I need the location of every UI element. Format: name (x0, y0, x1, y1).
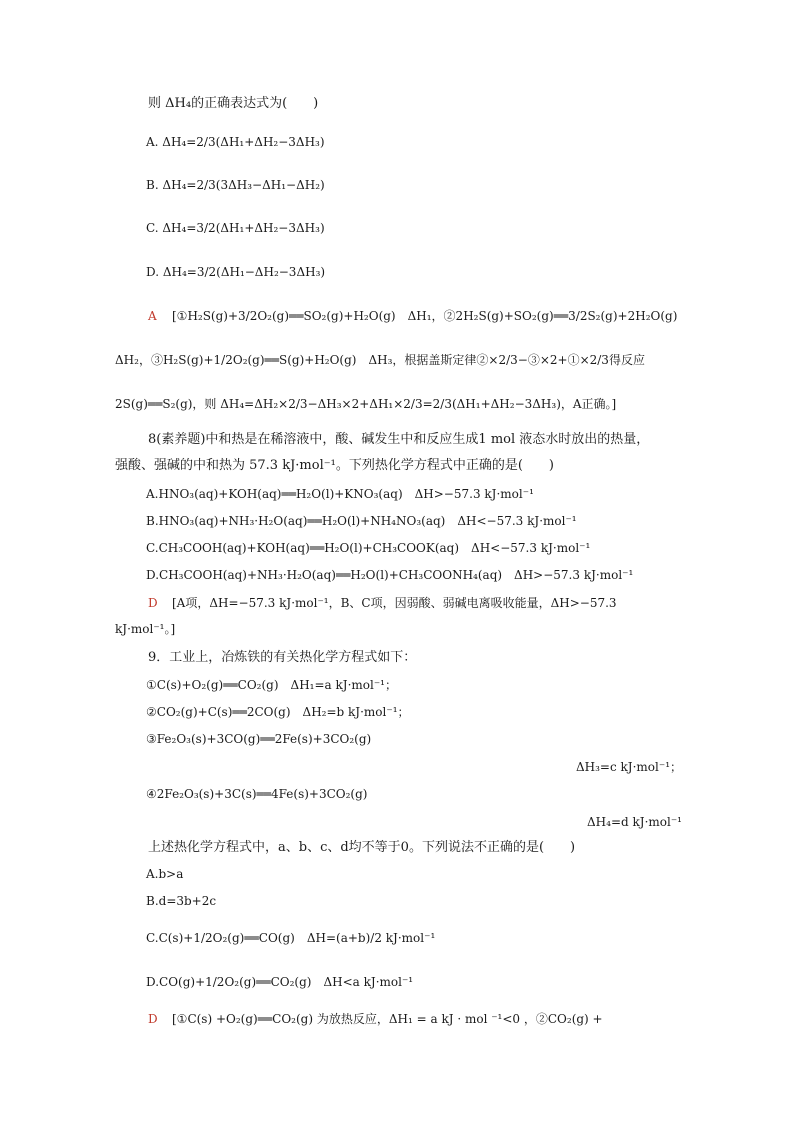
q7-explanation-line-3: 2S(g)══S₂(g)，则 ΔH₄=ΔH₂×2/3−ΔH₃×2+ΔH₁×2/3=2/3(ΔH₁+ΔH₂−3ΔH₃)，A正确。] (115, 397, 617, 411)
q8-option-c: C.CH₃COOH(aq)+KOH(aq)══H₂O(l)+CH₃COOK(aq) ΔH<−57.3 kJ·mol⁻¹ (146, 541, 591, 555)
q8-explanation-line-2: kJ·mol⁻¹。] (115, 622, 176, 636)
q7-option-b: B. ΔH₄=2/3(3ΔH₃−ΔH₁−ΔH₂) (146, 178, 325, 192)
q8-explanation-line-1: [A项，ΔH=−57.3 kJ·mol⁻¹，B、C项，因弱酸、弱碱电离吸收能量，ΔH>−57.3 (172, 596, 617, 610)
q8-option-d: D.CH₃COOH(aq)+NH₃·H₂O(aq)══H₂O(l)+CH₃COONH₄(aq) ΔH>−57.3 kJ·mol⁻¹ (146, 568, 634, 582)
q7-stem: 则 ΔH₄的正确表达式为( ) (148, 96, 319, 111)
q9-option-c: C.C(s)+1/2O₂(g)══CO(g) ΔH=(a+b)/2 kJ·mol⁻¹ (146, 931, 436, 945)
q8-stem-line-1: 8(素养题)中和热是在稀溶液中，酸、碱发生中和反应生成1 mol 液态水时放出的热量， (148, 432, 650, 447)
q9-question: 上述热化学方程式中，a、b、c、d均不等于0。下列说法不正确的是( ) (148, 840, 576, 855)
q7-option-a: A. ΔH₄=2/3(ΔH₁+ΔH₂−3ΔH₃) (146, 135, 325, 149)
q9-equation-3-enthalpy: ΔH₃=c kJ·mol⁻¹； (575, 760, 682, 774)
q7-option-c: C. ΔH₄=3/2(ΔH₁+ΔH₂−3ΔH₃) (146, 221, 325, 235)
q9-equation-3: ③Fe₂O₃(s)+3CO(g)══2Fe(s)+3CO₂(g) (146, 732, 372, 746)
q9-equation-2: ②CO₂(g)+C(s)══2CO(g) ΔH₂=b kJ·mol⁻¹； (146, 705, 410, 719)
q8-stem-line-2: 强酸、强碱的中和热为 57.3 kJ·mol⁻¹。下列热化学方程式中正确的是( ) (115, 458, 554, 473)
q7-answer-letter: A (148, 309, 157, 323)
q9-stem: 9．工业上，冶炼铁的有关热化学方程式如下： (148, 650, 417, 665)
q7-explanation-line-1: [①H₂S(g)+3/2O₂(g)══SO₂(g)+H₂O(g) ΔH₁，②2H₂S(g)+SO₂(g)══3/2S₂(g)+2H₂O(g) (172, 309, 678, 323)
q7-explanation-line-2: ΔH₂，③H₂S(g)+1/2O₂(g)══S(g)+H₂O(g) ΔH₃，根据盖斯定律②×2/3−③×2+①×2/3得反应 (115, 353, 645, 367)
q9-option-a: A.b>a (146, 867, 184, 881)
q9-option-d: D.CO(g)+1/2O₂(g)══CO₂(g) ΔH<a kJ·mol⁻¹ (146, 975, 414, 989)
q8-option-a: A.HNO₃(aq)+KOH(aq)══H₂O(l)+KNO₃(aq) ΔH>−57.3 kJ·mol⁻¹ (146, 487, 534, 501)
q9-equation-4: ④2Fe₂O₃(s)+3C(s)══4Fe(s)+3CO₂(g) (146, 787, 368, 801)
q9-explanation: [①C(s) +O₂(g)══CO₂(g) 为放热反应，ΔH₁ = a kJ · mol ⁻¹<0 ，②CO₂(g) + (172, 1012, 603, 1026)
q9-equation-4-enthalpy: ΔH₄=d kJ·mol⁻¹ (587, 815, 682, 829)
q8-answer-letter: D (148, 596, 158, 610)
q9-option-b: B.d=3b+2c (146, 894, 217, 908)
q7-option-d: D. ΔH₄=3/2(ΔH₁−ΔH₂−3ΔH₃) (146, 265, 326, 279)
q9-equation-1: ①C(s)+O₂(g)══CO₂(g) ΔH₁=a kJ·mol⁻¹； (146, 678, 397, 692)
q9-answer-letter: D (148, 1012, 158, 1026)
q8-option-b: B.HNO₃(aq)+NH₃·H₂O(aq)══H₂O(l)+NH₄NO₃(aq) ΔH<−57.3 kJ·mol⁻¹ (146, 514, 577, 528)
